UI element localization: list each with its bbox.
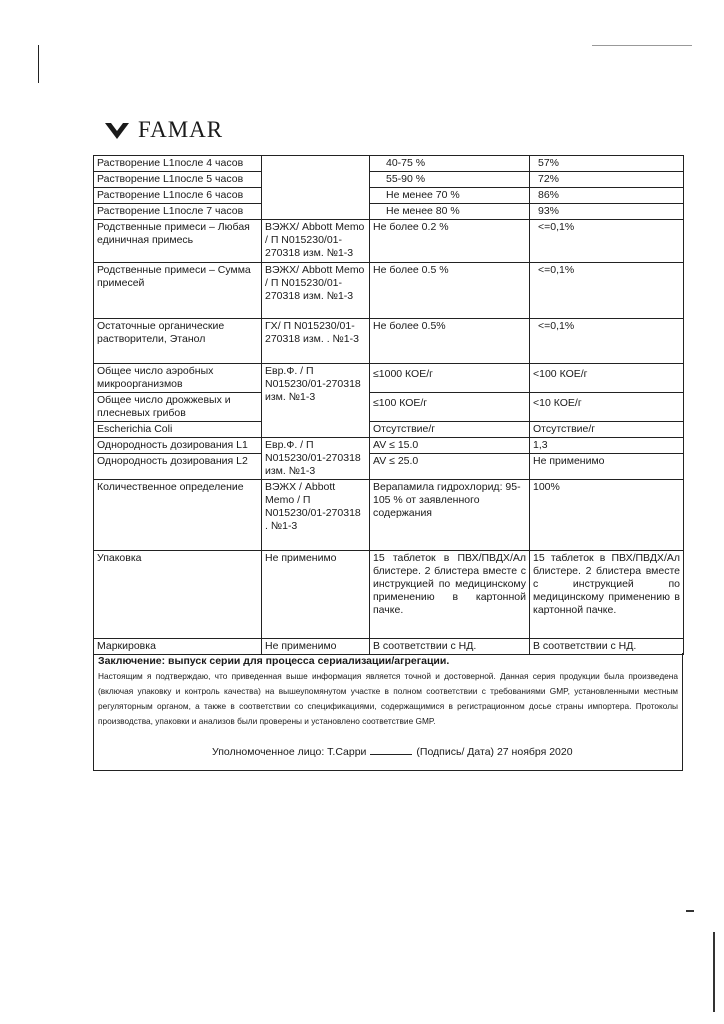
spec-cell: 40-75 % <box>370 156 530 172</box>
spec-cell: Не более 0.5 % <box>370 263 530 319</box>
param-cell: Растворение L1после 4 часов <box>94 156 262 172</box>
method-cell: Не применимо <box>262 639 370 655</box>
result-cell: 100% <box>530 480 684 551</box>
param-cell: Маркировка <box>94 639 262 655</box>
spec-cell: AV ≤ 25.0 <box>370 454 530 480</box>
famar-logo-icon <box>104 120 130 140</box>
brand-name: FAMAR <box>138 117 224 142</box>
table-row <box>94 156 684 172</box>
table-row <box>94 319 684 364</box>
spec-cell: 55-90 % <box>370 172 530 188</box>
spec-cell: Не более 0.2 % <box>370 220 530 263</box>
table-row <box>94 188 684 204</box>
method-cell: ВЭЖХ/ Abbott Memo / П N015230/01-270318 изм. №1-3 <box>262 263 370 319</box>
conclusion-box <box>93 653 683 771</box>
table-row <box>94 172 684 188</box>
param-cell: Escherichia Coli <box>94 422 262 438</box>
param-cell: Упаковка <box>94 551 262 639</box>
table-row <box>94 480 684 551</box>
table-row <box>94 438 684 454</box>
signature-blank <box>370 745 412 755</box>
spec-cell: AV ≤ 15.0 <box>370 438 530 454</box>
param-cell: Однородность дозирования L2 <box>94 454 262 480</box>
spec-cell: ≤1000 КОЕ/г <box>370 364 530 393</box>
famar-logo <box>104 117 223 143</box>
conclusion-heading: Заключение: выпуск серии для процесса сериализации/агрегации. <box>98 655 450 667</box>
specification-table <box>93 155 684 655</box>
method-cell: Евр.Ф. / П N015230/01-270318 изм. №1-3 <box>262 364 370 438</box>
method-cell <box>262 156 370 220</box>
table-row <box>94 364 684 393</box>
method-cell: ГХ/ П N015230/01-270318 изм. . №1-3 <box>262 319 370 364</box>
result-cell: 72% <box>530 172 684 188</box>
method-cell: Евр.Ф. / П N015230/01-270318 изм. №1-3 <box>262 438 370 480</box>
method-cell: ВЭЖХ/ Abbott Memo / П N015230/01-270318 изм. №1-3 <box>262 220 370 263</box>
param-cell: Растворение L1после 7 часов <box>94 204 262 220</box>
param-cell: Однородность дозирования L1 <box>94 438 262 454</box>
table-row <box>94 454 684 480</box>
signer-name: Уполномоченное лицо: Т.Сарри <box>212 746 367 758</box>
spec-cell: Верапамила гидрохлорид: 95-105 % от заявленного содержания <box>370 480 530 551</box>
param-cell: Общее число аэробных микроорганизмов <box>94 364 262 393</box>
result-cell: <100 КОЕ/г <box>530 364 684 393</box>
table-row <box>94 393 684 422</box>
spec-cell: ≤100 КОЕ/г <box>370 393 530 422</box>
table-row <box>94 204 684 220</box>
table-row <box>94 220 684 263</box>
result-cell: Не применимо <box>530 454 684 480</box>
spec-cell: В соответствии с НД. <box>370 639 530 655</box>
method-cell: ВЭЖХ / Abbott Memo / П N015230/01-270318 . №1-3 <box>262 480 370 551</box>
spec-cell: Не более 0.5% <box>370 319 530 364</box>
result-cell: <=0,1% <box>530 319 684 364</box>
signature-line <box>212 745 573 758</box>
result-cell: 93% <box>530 204 684 220</box>
signature-note: (Подпись/ Дата) 27 ноября 2020 <box>416 746 573 758</box>
conclusion-body: Настоящим я подтверждаю, что приведенная выше информация является точной и достоверной. Данная серия продукции была произведена (включая упаковку и контроль качества) на вышеупомянутом участке в полном соответствии с требованиями GMP, установленными местным регуляторным органом, а также в соответствии со спецификациями, содержащимися в регистрационном досье страны импортера. Протоколы производства, упаковки и анализов были проверены и установлено соответствие GMP. <box>98 671 678 726</box>
result-cell: 15 таблеток в ПВХ/ПВДХ/Ал блистере. 2 блистера вместе с инструкцией по медицинскому применению в картонной пачке. <box>530 551 684 639</box>
table-row <box>94 422 684 438</box>
method-cell: Не применимо <box>262 551 370 639</box>
table-row <box>94 551 684 639</box>
spec-cell: 15 таблеток в ПВХ/ПВДХ/Ал блистере. 2 блистера вместе с инструкцией по медицинскому применению в картонной пачке. <box>370 551 530 639</box>
param-cell: Количественное определение <box>94 480 262 551</box>
result-cell: 86% <box>530 188 684 204</box>
scan-mark-right <box>592 45 692 46</box>
param-cell: Родственные примеси – Любая единичная примесь <box>94 220 262 263</box>
spec-cell: Не менее 70 % <box>370 188 530 204</box>
table-row <box>94 263 684 319</box>
scan-mark-bottom-right <box>686 910 694 912</box>
result-cell: <=0,1% <box>530 220 684 263</box>
param-cell: Общее число дрожжевых и плесневых грибов <box>94 393 262 422</box>
param-cell: Остаточные органические растворители, Этанол <box>94 319 262 364</box>
result-cell: 57% <box>530 156 684 172</box>
scan-mark-left <box>38 45 39 83</box>
param-cell: Родственные примеси – Сумма примесей <box>94 263 262 319</box>
result-cell: <10 КОЕ/г <box>530 393 684 422</box>
scan-mark-bottom-right-bar <box>713 932 715 1012</box>
result-cell: Отсутствие/г <box>530 422 684 438</box>
spec-cell: Не менее 80 % <box>370 204 530 220</box>
spec-cell: Отсутствие/г <box>370 422 530 438</box>
param-cell: Растворение L1после 5 часов <box>94 172 262 188</box>
result-cell: <=0,1% <box>530 263 684 319</box>
result-cell: 1,3 <box>530 438 684 454</box>
result-cell: В соответствии с НД. <box>530 639 684 655</box>
param-cell: Растворение L1после 6 часов <box>94 188 262 204</box>
